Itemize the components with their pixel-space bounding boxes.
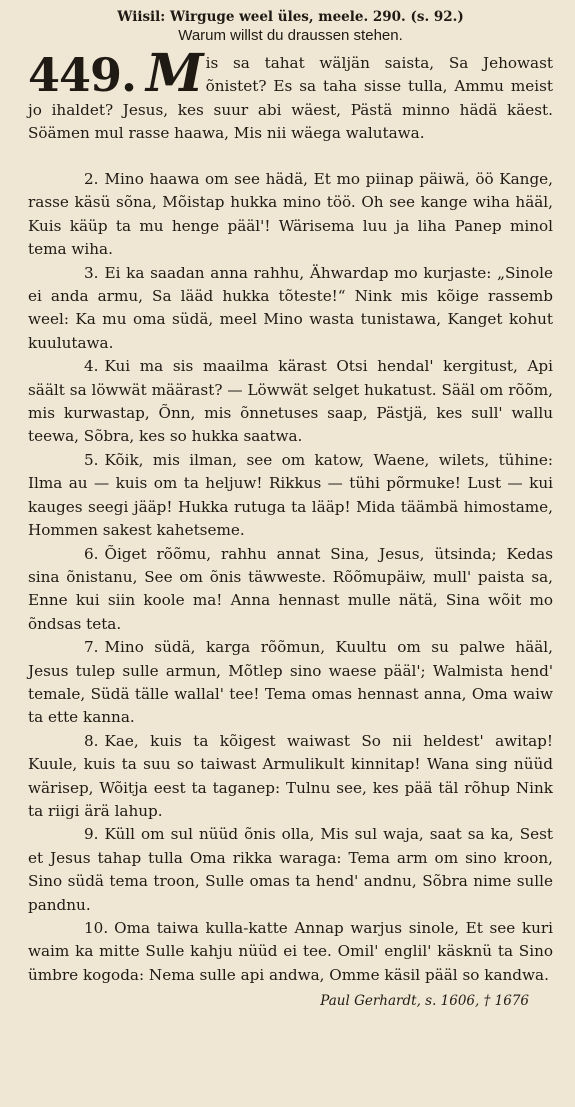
verse-text: Mino haawa om see hädä, Et mo piinap päiwä, öö Kange, rasse käsü sõna, Mõistap hukka mino töö. Oh see kange wiha hääl, Kuis käüp ta mu henge pääl'! Wärisema luu ja liha Panep minol tema wiha. bbox=[28, 170, 553, 259]
hymn-number: 449. bbox=[28, 48, 137, 102]
verse-number: 3. bbox=[84, 263, 99, 282]
hymn-body bbox=[28, 43, 553, 987]
verse-text: Küll om sul nüüd õnis olla, Mis sul waja, saat sa ka, Sest et Jesus tahap tulla Oma rikka waraga: Tema arm om sino kroon, Sino südä tema troon, Sulle omas ta hend' andnu, Sõbra nime sulle pandnu. bbox=[28, 825, 553, 914]
verse-2 bbox=[28, 168, 553, 262]
author-credit: Paul Gerhardt, s. 1606, † 1676 bbox=[320, 993, 529, 1010]
verse-text: Õiget rõõmu, rahhu annat Sina, Jesus, ütsinda; Kedas sina õnistanu, See om õnis täwweste. Rõõmupäiw, mull' paista sa, Enne kui siin koole ma! Anna hennast mulle nätä, Sina wõit mo õndsas teta. bbox=[28, 544, 553, 633]
verse-number: 4. bbox=[84, 357, 99, 376]
verse-3 bbox=[28, 262, 553, 356]
verse-10 bbox=[28, 917, 553, 987]
verse-number: 2. bbox=[84, 170, 99, 188]
verse-number: 5. bbox=[84, 450, 99, 469]
verse-number: 8. bbox=[84, 731, 99, 750]
verse-5 bbox=[28, 449, 553, 543]
verse-text: Kui ma sis maailma kärast Otsi hendal' kergitust, Api säält sa löwwät määrast? — Löwwät selget hukatust. Sääl om rõõm, mis kurwastap, Õnn, mis õnnetuses saap, Pästjä, kes sull' wallu teewa, Sõbra, kes so hukka saatwa. bbox=[28, 357, 553, 446]
verse-text: Mino südä, karga rõõmun, Kuultu om su palwe hääl, Jesus tulep sulle armun, Mõtlep sino waese pääl'; Walmista hend' temale, Südä tälle wallal' tee! Tema omas hennast anna, Oma waiw ta ette kanna. bbox=[28, 638, 553, 727]
verse-number: 6. bbox=[84, 544, 99, 563]
verse-text: Ei ka saadan anna rahhu, Ähwardap mo kurjaste: „Sinole ei anda armu, Sa lääd hukka tõteste!“ Nink mis kõige rassemb weel: Ka mu oma südä, meel Mino wasta tunistawa, Kanget kohut kuulutawa. bbox=[28, 263, 553, 352]
verse-number: 7. bbox=[84, 638, 99, 657]
verse-6 bbox=[28, 543, 553, 637]
verse-4 bbox=[28, 355, 553, 449]
verse-text: Kõik, mis ilman, see om katow, Waene, wilets, tühine: Ilma au — kuis om ta heljuw! Rikkus — tühi põrmuke! Lust — kui kauges seegi jääp! Hukka rutuga ta lääp! Mida täämbä himostame, Hommen sakest kahetseme. bbox=[28, 450, 553, 540]
verse-text: Oma taiwa kulla-katte Annap warjus sinole, Et see kuri waim ka mitte Sulle kahju nüüd ei tee. Omil' englil' käsknü ta Sino ümbre kogoda: Nema sulle api andwa, Omme käsil pääl so kandwa. bbox=[28, 919, 553, 984]
verse-text: Kae, kuis ta kõigest waiwast So nii heldest' awitap! Kuule, kuis ta suu so taiwast Armulikult kinnitap! Wana sing nüüd wärisep, Wõitja eest ta taganep: Tulnu see, kes pää täl rõhup Nink ta riigi ärä lahup. bbox=[28, 731, 553, 820]
verse-8 bbox=[28, 730, 553, 824]
verse-9 bbox=[28, 823, 553, 917]
verse-number: 10. bbox=[84, 919, 109, 937]
verse-1-text: is sa tahat wäljän saista, Sa Jehowast õnistet? Es sa taha sisse tulla, Ammu meist jo ihaldet? Jesus, kes suur abi wäest, Pästä minno hädä käest. Söämen mul rasse haawa, Mis nii wäega walutawa. bbox=[28, 54, 553, 143]
tune-original-title: Warum willst du draussen stehen. bbox=[178, 27, 403, 44]
verse-number: 9. bbox=[84, 825, 99, 844]
drop-cap: M bbox=[146, 43, 204, 104]
verse-1 bbox=[28, 43, 553, 168]
tune-reference: Wiisil: Wirguge weel üles, meele. 290. (s. 92.) bbox=[117, 9, 464, 25]
verse-7 bbox=[28, 636, 553, 730]
